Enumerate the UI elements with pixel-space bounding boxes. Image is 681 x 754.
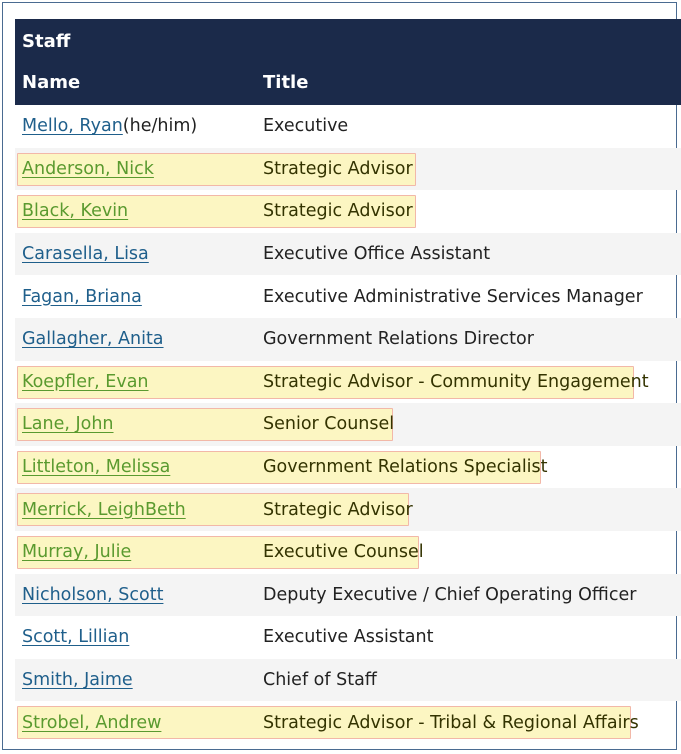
table-row: [15, 105, 681, 148]
name-cell: [22, 531, 131, 574]
column-header-name: Name: [22, 72, 81, 93]
table-row: [15, 574, 681, 617]
table-row: [15, 488, 681, 531]
table-row: [15, 233, 681, 276]
staff-table: [15, 19, 681, 744]
staff-name-link[interactable]: Black, Kevin: [22, 201, 129, 222]
title-cell: Deputy Executive / Chief Operating Officer: [263, 584, 637, 605]
title-cell: Senior Counsel: [263, 414, 395, 435]
staff-name-link[interactable]: Anderson, Nick: [22, 158, 154, 179]
name-cell: [22, 488, 186, 531]
staff-name-link[interactable]: Mello, Ryan: [22, 116, 123, 137]
table-row: [15, 659, 681, 702]
name-cell: [22, 616, 129, 659]
table-body: [15, 105, 681, 744]
staff-name-link[interactable]: Merrick, LeighBeth: [22, 499, 186, 520]
title-cell: Executive Administrative Services Manager: [263, 286, 643, 307]
name-cell: [22, 574, 163, 617]
name-cell: [22, 275, 142, 318]
title-cell: Chief of Staff: [263, 670, 377, 691]
name-cell: [22, 446, 170, 489]
table-row: [15, 701, 681, 744]
pronoun-text: (he/him): [122, 116, 198, 137]
title-cell: Government Relations Director: [263, 329, 534, 350]
table-row: [15, 403, 681, 446]
table-row: [15, 275, 681, 318]
staff-name-link[interactable]: Carasella, Lisa: [22, 244, 149, 265]
name-cell: [22, 233, 149, 276]
staff-name-link[interactable]: Koepfler, Evan: [22, 371, 149, 392]
title-cell: Strategic Advisor - Community Engagement: [263, 371, 649, 392]
name-cell: [22, 318, 164, 361]
title-cell: Executive Assistant: [263, 627, 434, 648]
table-caption: Staff: [22, 31, 71, 52]
name-cell: [22, 105, 197, 148]
staff-name-link[interactable]: Nicholson, Scott: [22, 584, 164, 605]
staff-name-link[interactable]: Gallagher, Anita: [22, 329, 164, 350]
staff-name-link[interactable]: Murray, Julie: [22, 542, 132, 563]
table-header: [15, 19, 681, 105]
staff-name-link[interactable]: Littleton, Melissa: [22, 457, 171, 478]
staff-name-link[interactable]: Strobel, Andrew: [22, 712, 162, 733]
title-cell: Executive Counsel: [263, 542, 424, 563]
table-row: [15, 531, 681, 574]
title-cell: Strategic Advisor: [263, 499, 413, 520]
staff-name-link[interactable]: Fagan, Briana: [22, 286, 142, 307]
column-header-title: Title: [263, 72, 309, 93]
table-row: [15, 148, 681, 191]
name-cell: [22, 361, 149, 404]
name-cell: [22, 659, 133, 702]
table-row: [15, 446, 681, 489]
table-row: [15, 190, 681, 233]
table-row: [15, 361, 681, 404]
name-cell: [22, 403, 114, 446]
staff-name-link[interactable]: Scott, Lillian: [22, 627, 130, 648]
title-cell: Strategic Advisor: [263, 158, 413, 179]
screenshot-frame: [2, 2, 677, 750]
name-cell: [22, 190, 128, 233]
title-cell: Strategic Advisor - Tribal & Regional Affairs: [263, 712, 639, 733]
title-cell: Executive Office Assistant: [263, 244, 491, 265]
staff-name-link[interactable]: Smith, Jaime: [22, 670, 133, 691]
title-cell: Government Relations Specialist: [263, 457, 548, 478]
table-row: [15, 318, 681, 361]
table-row: [15, 616, 681, 659]
staff-name-link[interactable]: Lane, John: [22, 414, 114, 435]
title-cell: Executive: [263, 116, 349, 137]
name-cell: [22, 701, 161, 744]
name-cell: [22, 148, 154, 191]
title-cell: Strategic Advisor: [263, 201, 413, 222]
